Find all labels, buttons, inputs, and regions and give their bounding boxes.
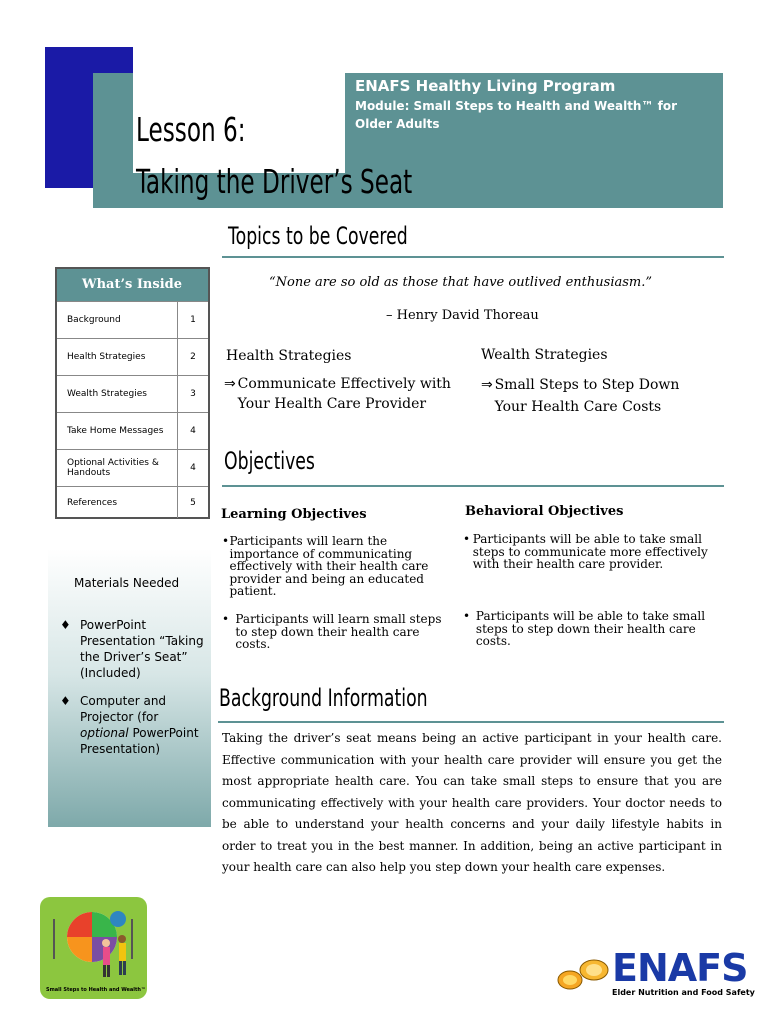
row-page: 3 (190, 389, 196, 399)
lesson-title-line2: Taking the Driver’s Seat (136, 162, 413, 201)
enafs-wordmark: ENAFS (612, 946, 748, 990)
bullet-icon: • (463, 609, 471, 623)
table-row[interactable] (57, 486, 208, 518)
row-page: 4 (190, 463, 196, 473)
module-title: Module: Small Steps to Health and Wealth™ for Older Adults (355, 99, 678, 131)
quote-text: “None are so old as those that have outlived enthusiasm.” (269, 275, 652, 290)
table-row[interactable] (57, 375, 208, 412)
row-label: References (57, 487, 178, 518)
objective-text: Participants will be able to take small steps to step down their health care costs. (475, 609, 706, 648)
behavioral-objective-item (463, 533, 711, 571)
health-strategy-item (224, 374, 469, 414)
arrow-right-icon: ⇒ (224, 376, 236, 392)
row-label: Background (57, 302, 178, 338)
fruit-icon (556, 954, 616, 994)
row-page: 2 (190, 352, 196, 362)
wealth-strategy-text: Small Steps to Step Down Your Health Care Costs (494, 377, 680, 415)
behavioral-objectives-heading: Behavioral Objectives (465, 504, 624, 519)
wealth-strategy-item (481, 374, 696, 418)
myplate-icon (40, 897, 147, 999)
background-paragraph: Taking the driver’s seat means being an active participant in your health care. Effective communication with your health care provider will ensure you get the most appropriate health care. You can take small steps to ensure that you are communicating effectively with your health care providers. Your doctor needs to be able to understand your health concerns and your daily lifestyle habits in order to treat you in the best manner. In addition, being an active participant in your health care can also help you step down your health care expenses. (222, 731, 722, 874)
materials-panel (48, 549, 211, 827)
table-row[interactable] (57, 301, 208, 338)
whats-inside-table (55, 267, 210, 519)
table-row[interactable] (57, 412, 208, 449)
materials-item-text: Computer and Projector (for optional PowerPoint Presentation) (80, 694, 199, 756)
learning-objectives-heading: Learning Objectives (221, 507, 367, 522)
diamond-bullet-icon: ♦ (60, 618, 71, 632)
diamond-bullet-icon: ♦ (60, 694, 71, 708)
objective-text: Participants will learn the importance of communicating effectively with their health care provider and being an educated patient. (229, 534, 429, 598)
health-strategy-text: Communicate Effectively with Your Health Care Provider (237, 376, 451, 412)
row-page: 4 (190, 426, 196, 436)
bullet-icon: • (222, 612, 230, 626)
enafs-subtitle: Elder Nutrition and Food Safety (612, 988, 755, 997)
materials-title: Materials Needed (74, 576, 180, 590)
bullet-icon: • (222, 534, 230, 548)
background-heading: Background Information (219, 684, 428, 712)
bullet-icon: • (463, 532, 471, 546)
lesson-title-line1: Lesson 6: (136, 110, 246, 149)
row-label: Health Strategies (57, 339, 178, 375)
row-label: Optional Activities & Handouts (57, 450, 178, 486)
arrow-right-icon: ⇒ (481, 377, 493, 393)
row-page: 5 (190, 497, 196, 508)
program-title: ENAFS Healthy Living Program (355, 77, 616, 95)
enafs-logo (556, 946, 755, 1000)
quote-author: – Henry David Thoreau (386, 308, 539, 323)
objectives-heading: Objectives (224, 447, 315, 475)
objective-text: Participants will learn small steps to step down their health care costs. (235, 612, 442, 651)
table-row[interactable] (57, 338, 208, 375)
topics-rule (222, 256, 724, 258)
materials-item (60, 617, 205, 681)
myplate-caption: Small Steps to Health and Wealth™ (46, 987, 146, 993)
topics-heading: Topics to be Covered (228, 222, 408, 250)
objectives-rule (222, 485, 724, 487)
learning-objective-item (222, 613, 450, 651)
objective-text: Participants will be able to take small steps to communicate more effectively with their health care provider. (472, 532, 708, 571)
small-steps-logo (40, 897, 147, 999)
materials-item-text: PowerPoint Presentation “Taking the Driver’s Seat” (Included) (80, 618, 204, 680)
row-label: Wealth Strategies (57, 376, 178, 412)
learning-objective-item (222, 535, 450, 598)
materials-item (60, 693, 205, 757)
wealth-strategies-heading: Wealth Strategies (481, 347, 608, 363)
row-page: 1 (190, 315, 196, 325)
behavioral-objective-item (463, 610, 711, 648)
whats-inside-header: What’s Inside (57, 269, 208, 301)
row-label: Take Home Messages (57, 413, 178, 449)
background-rule (218, 721, 724, 723)
table-row[interactable] (57, 449, 208, 486)
health-strategies-heading: Health Strategies (226, 348, 352, 364)
